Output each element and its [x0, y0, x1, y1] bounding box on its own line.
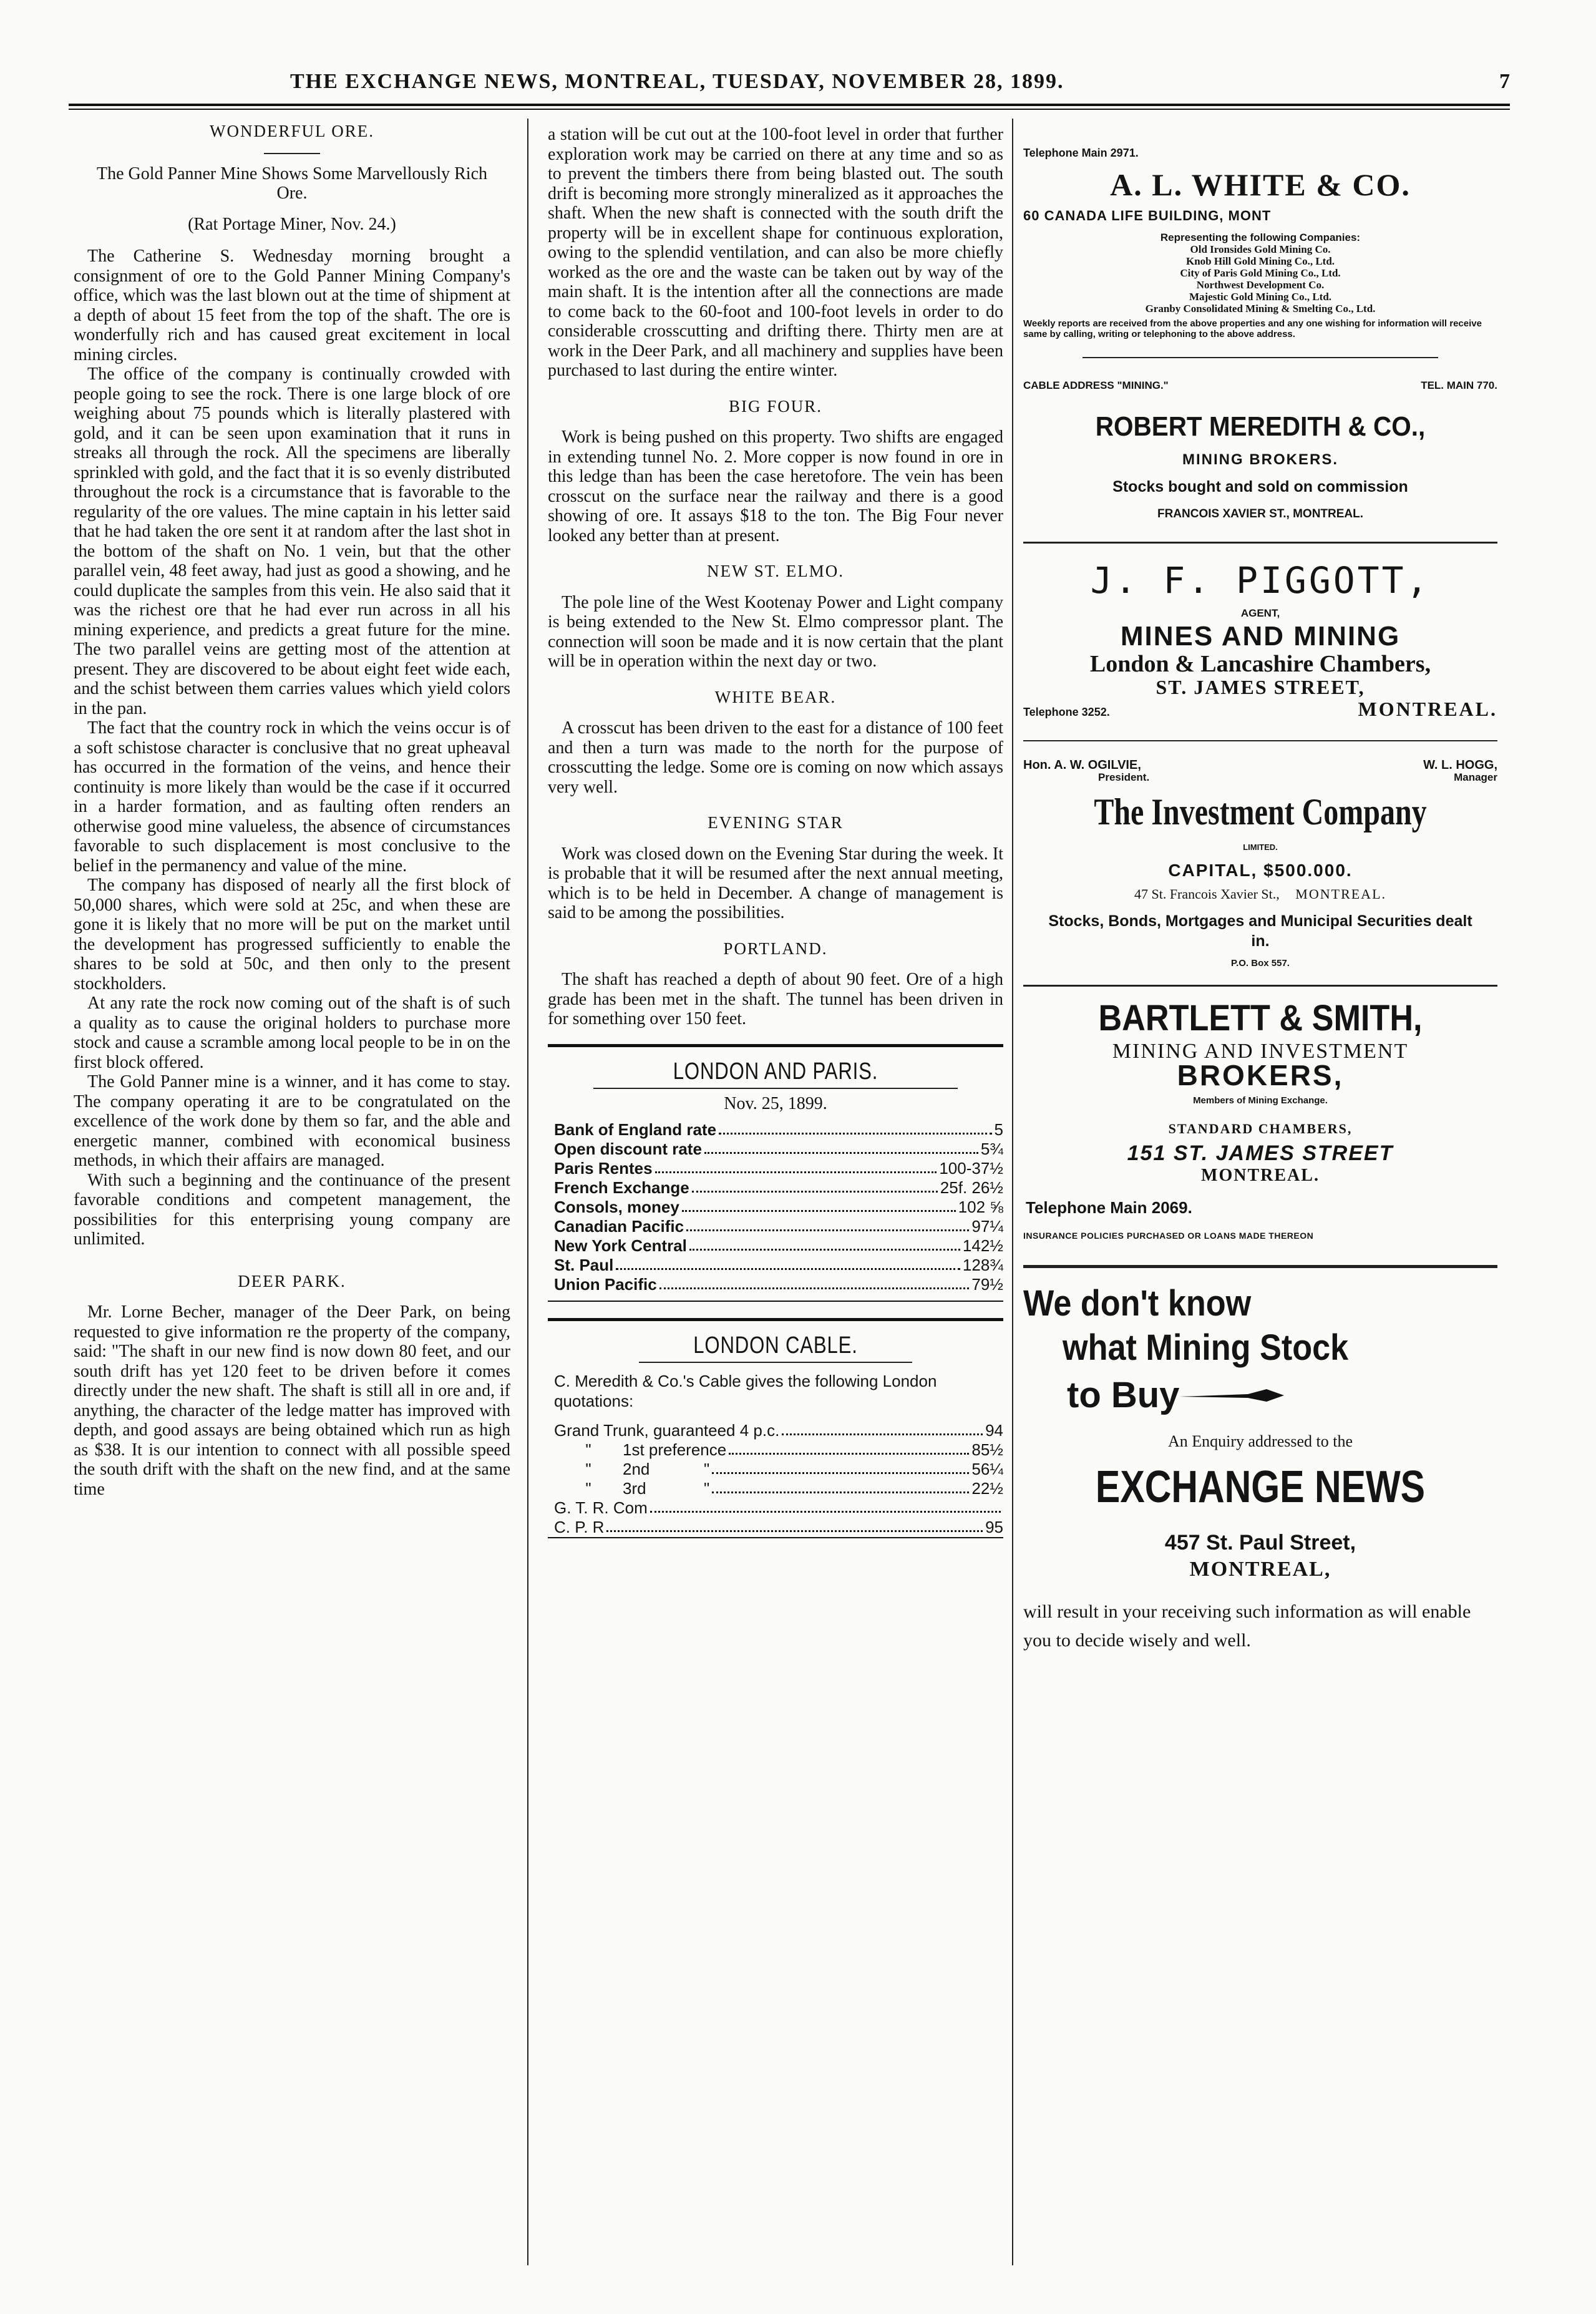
- ad-limited: LIMITED.: [1243, 842, 1278, 852]
- article-heading-white-bear: WHITE BEAR.: [714, 687, 837, 706]
- ad-firm-name: A. L. WHITE & CO.: [1110, 167, 1411, 202]
- quotation-label: Canadian Pacific: [554, 1216, 684, 1236]
- quotation-label: St. Paul: [554, 1255, 614, 1274]
- ad-subtitle: MINING BROKERS.: [1182, 451, 1338, 468]
- cable-row-first-preference: " 1st preference 85½: [585, 1440, 1003, 1459]
- ad-street: 457 St. Paul Street,: [1164, 1531, 1356, 1555]
- ad-firm-name: J. F. PIGGOTT,: [1090, 559, 1431, 602]
- article-heading-evening-star: EVENING STAR: [708, 813, 844, 832]
- ad-divider: [1083, 357, 1438, 358]
- ad-divider: [1023, 740, 1497, 741]
- quotation-label: Union Pacific: [554, 1274, 657, 1294]
- masthead-rule: [69, 104, 1510, 106]
- company-item: Majestic Gold Mining Co., Ltd.: [1189, 291, 1332, 303]
- ad-mining: MINING AND INVESTMENT: [1112, 1039, 1409, 1063]
- quotation-value: 97¼: [971, 1216, 1003, 1236]
- ad-stocks: Stocks, Bonds, Mortgages and Municipal Securities dealt in.: [1048, 912, 1472, 950]
- article-paragraph: The Catherine S. Wednesday morning brought a consignment of ore to the Gold Panner Mining Company's office, which was the last blown out at the time of shipment at a depth of about 15 feet from the top of the shaft. The ore is wonderfully rich and has caused great excitement in local mining circles.: [74, 247, 510, 364]
- cable-intro: C. Meredith & Co.'s Cable gives the following London quotations:: [554, 1372, 937, 1410]
- quotation-label: French Exchange: [554, 1178, 689, 1197]
- article-paragraph: Mr. Lorne Becher, manager of the Deer Park, on being requested to give information re the property of the company, said: "The shaft in our new find is now down 80 feet, and our south drift has yet 120 feet to be driven before it comes directly under the new shaft. The shaft is still all in ore and, if anything, the character of the ledge matter has improved with depth, and good assays are being obtained which run as high as $38. It is our intention to connect with all possible speed the south drift with the shaft on the new find, and at the same time: [74, 1302, 510, 1499]
- quotation-row: [548, 1236, 1003, 1256]
- ad-president-name: Hon. A. W. OGILVIE,: [1023, 758, 1141, 772]
- quotation-row: [548, 1275, 1003, 1294]
- ad-capital: CAPITAL, $500.000.: [1168, 861, 1353, 880]
- ad-headline-2: what Mining Stock: [1063, 1327, 1349, 1368]
- page-number: 7: [1499, 70, 1510, 93]
- article-heading-portland: PORTLAND.: [723, 939, 828, 958]
- company-list: [1023, 243, 1497, 315]
- london-paris-box: [548, 1044, 1003, 1302]
- quotation-value: 100-37½: [939, 1158, 1003, 1178]
- ad-street: ST. JAMES STREET,: [1156, 675, 1365, 698]
- column-2: [548, 125, 1003, 1538]
- london-cable-box: [548, 1318, 1003, 1539]
- ad-chambers: London & Lancashire Chambers,: [1089, 650, 1431, 677]
- ad-president-title: President.: [1098, 771, 1150, 783]
- article-paragraph: With such a beginning and the continuance of the present favorable conditions and competent management, the possibilities for this enterprising young company are unlimited.: [74, 1170, 510, 1249]
- quotation-value: 25f. 26½: [940, 1178, 1003, 1197]
- ad-headline-1: We don't know: [1023, 1282, 1252, 1324]
- column-3-advertisements: [1023, 144, 1497, 1655]
- ad-address: 60 CANADA LIFE BUILDING, MONT: [1023, 207, 1272, 223]
- ad-phone: Telephone Main 2971.: [1023, 147, 1139, 159]
- london-paris-heading: LONDON AND PARIS.: [673, 1058, 878, 1085]
- quotation-label: New York Central: [554, 1236, 687, 1255]
- ad-headline-3: to Buy: [1067, 1374, 1180, 1415]
- article-heading-wonderful-ore: WONDERFUL ORE.: [210, 122, 374, 140]
- column-1: [74, 122, 510, 1499]
- london-paris-date: Nov. 25, 1899.: [724, 1094, 827, 1113]
- ad-enquiry: An Enquiry addressed to the: [1167, 1432, 1353, 1450]
- company-item: Knob Hill Gold Mining Co., Ltd.: [1185, 255, 1335, 267]
- london-cable-heading: LONDON CABLE.: [693, 1332, 858, 1359]
- quotation-value: 128¾: [962, 1255, 1003, 1274]
- ad-mines: MINES AND MINING: [1120, 621, 1401, 652]
- ad-insurance: INSURANCE POLICIES PURCHASED OR LOANS MADE THEREON: [1023, 1231, 1314, 1241]
- ad-jf-piggott: [1023, 561, 1497, 723]
- quotation-value: 5¾: [980, 1139, 1003, 1158]
- ad-exchange-news-name: EXCHANGE NEWS: [1095, 1462, 1426, 1512]
- masthead: [69, 62, 1510, 99]
- quotation-value: 79½: [971, 1274, 1003, 1294]
- article-paragraph: The Gold Panner mine is a winner, and it has come to stay. The company operating it are to be congratulated on the excellence of the work done by them so far, and the able and energetic manner, combined with economical business methods, in which their affairs are managed.: [74, 1072, 510, 1170]
- ad-city: MONTREAL.: [1201, 1166, 1320, 1185]
- cable-row-grand-trunk: Grand Trunk, guaranteed 4 p.c. 94: [554, 1421, 1003, 1440]
- ad-phone: Telephone Main 2069.: [1026, 1198, 1192, 1217]
- ad-agent: AGENT,: [1240, 607, 1280, 619]
- ad-company-title: The Investment Company: [1094, 791, 1427, 832]
- quotation-row: [548, 1140, 1003, 1159]
- column-divider: [1012, 119, 1013, 2265]
- ad-members: Members of Mining Exchange.: [1193, 1095, 1328, 1106]
- cable-row-second-preference: " 2nd " 56¼: [585, 1460, 1003, 1478]
- ad-city: MONTREAL.: [1295, 886, 1387, 902]
- ad-note: Weekly reports are received from the above properties and any one wishing for information will receive same by calling, writing or telephoning to the above address.: [1023, 318, 1482, 339]
- ad-standard: STANDARD CHAMBERS,: [1168, 1121, 1353, 1136]
- article-paragraph: At any rate the rock now coming out of the shaft is of such a quality as to cause the original holders to purchase more stock and cause a scramble among local people to be in on the first block offered.: [74, 993, 510, 1072]
- ad-city: MONTREAL.: [1358, 698, 1497, 720]
- quotation-value: 5: [994, 1120, 1003, 1139]
- ad-al-white: [1023, 144, 1497, 339]
- heading-rule: [593, 1088, 958, 1089]
- ad-investment-company: [1023, 759, 1497, 974]
- ad-cable-address: CABLE ADDRESS "MINING.": [1023, 379, 1169, 391]
- quotation-row: [548, 1178, 1003, 1198]
- heading-rule: [264, 153, 320, 154]
- column-divider: [527, 119, 528, 2265]
- ad-address: 47 St. Francois Xavier St.,: [1134, 886, 1280, 902]
- article-paragraph: The fact that the country rock in which the veins occur is of a soft schistose character is conclusive that no great upheaval has occurred in the formation of the veins, and hence their continuity is more likely than would be the case if it occurred in a harder formation, and as faulting often renders an otherwise good mine valueless, the absence of circumstances favorable to such displacement is most conclusive to the belief in the permanency and value of the mine.: [74, 718, 510, 876]
- company-item: Northwest Development Co.: [1196, 279, 1325, 291]
- masthead-rule-thin: [69, 109, 1510, 110]
- ad-brokers: BROKERS,: [1177, 1059, 1344, 1091]
- quotation-row: [548, 1159, 1003, 1178]
- ad-bartlett-smith: [1023, 999, 1497, 1246]
- ad-address: FRANCOIS XAVIER ST., MONTREAL.: [1157, 507, 1364, 520]
- article-paragraph: The shaft has reached a depth of about 90 feet. Ore of a high grade has been met in the shaft. The tunnel has been driven in for something over 150 feet.: [548, 970, 1003, 1028]
- ad-manager-title: Manager: [1454, 771, 1497, 783]
- ad-telephone: TEL. MAIN 770.: [1421, 379, 1497, 391]
- ad-manager-name: W. L. HOGG,: [1423, 758, 1497, 772]
- quotation-row: [548, 1120, 1003, 1140]
- cable-row-third-preference: " 3rd " 22½: [585, 1479, 1003, 1498]
- ad-pobox: P.O. Box 557.: [1231, 958, 1290, 969]
- article-paragraph: a station will be cut out at the 100-foot level in order that further exploration work may be carried on there at any time and so as to prevent the timbers there from being blasted out. The south drift is becoming more strongly mineralized as it approaches the shaft. When the new shaft is connected with the south drift the property will be in excellent shape for continuous exploration, owing to the splendid ventilation, and can also be more chiefly worked as the ore and the waste can be taken out by way of the main shaft. It is the intention after all the connections are made to come back to the 60-foot and 100-foot levels in order to do considerable crosscutting and drifting there. Thirty men are at work in the Deer Park, and all machinery and supplies have been purchased to last during the entire winter.: [548, 125, 1003, 380]
- quotation-label: Consols, money: [554, 1197, 679, 1216]
- ad-line: Stocks bought and sold on commission: [1112, 477, 1408, 496]
- ad-divider: [1023, 1265, 1497, 1268]
- ad-divider: [1023, 985, 1497, 987]
- heading-rule: [639, 1362, 912, 1363]
- article-source: (Rat Portage Miner, Nov. 24.): [188, 214, 396, 234]
- ad-street: 151 ST. JAMES STREET: [1127, 1141, 1394, 1165]
- article-paragraph: The pole line of the West Kootenay Power and Light company is being extended to the New St. Elmo compressor plant. The connection will soon be made and it is now certain that the plant will be in operation within the next day or two.: [548, 592, 1003, 671]
- article-paragraph: The office of the company is continually crowded with people going to see the rock. There is one large block of ore weighing about 75 pounds which is literally plastered with gold, and it can be seen upon examination that it runs in streaks all through the rock. All the specimens are liberally sprinkled with gold, and the fact that it is so evenly distributed throughout the rock is a circumstance that is favorable to the regularity of the ore values. The mine captain in his letter said that he had taken the ore sent it at random after the last shot in the bottom of the shaft on No. 1 vein, but that the other parallel vein, 48 feet away, had just as good a showing, and he could duplicate the samples from this vein. He also said that it was the richest ore that he had ever run across in all his mining experience, and predicts a great future for the mine. The two parallel veins are getting most of the attention at present. They are discovered to be about eight feet wide each, and the schist between them carries values which yield colors in the pan.: [74, 364, 510, 718]
- ad-firm-name: ROBERT MEREDITH & CO.,: [1095, 411, 1426, 442]
- ad-city: MONTREAL,: [1189, 1557, 1331, 1581]
- ad-divider: [1023, 542, 1497, 544]
- article-paragraph: The company has disposed of nearly all the first block of 50,000 shares, which were sold at 25c, and when these are gone it is likely that no more will be put on the market until the development has progressed sufficiently to enable the shares to be sold at 50c, and then only to the present stockholders.: [74, 876, 510, 993]
- article-heading-big-four: BIG FOUR.: [728, 396, 823, 416]
- cable-row-gtr-common: G. T. R. Com: [548, 1498, 1003, 1518]
- ad-phone: Telephone 3252.: [1023, 706, 1110, 718]
- article-heading-new-st-elmo: NEW ST. ELMO.: [707, 562, 844, 580]
- quotation-list: [548, 1120, 1003, 1294]
- article-paragraph: A crosscut has been driven to the east for a distance of 100 feet and then a turn was made to the north for the purpose of crosscutting the ledge. Some ore is coming on now which assays very well.: [548, 718, 1003, 797]
- article-paragraph: Work was closed down on the Evening Star during the week. It is probable that it will be resumed after the next annual meeting, which is to be held in December. A change of management is said to be among the possibilities.: [548, 844, 1003, 922]
- article-subheading: The Gold Panner Mine Shows Some Marvellously Rich Ore.: [96, 164, 488, 203]
- ad-exchange-news: [1023, 1283, 1497, 1656]
- article-paragraph: Work is being pushed on this property. Two shifts are engaged in extending tunnel No. 2. More copper is now found in ore in this ledge than has been the case heretofore. The vein has been crosscut on the surface near the railway and there is a good showing of ore. It assays $18 to the ton. The Big Four never looked any better than at present.: [548, 427, 1003, 545]
- quotation-value: 142½: [962, 1236, 1003, 1255]
- quotation-row: [548, 1256, 1003, 1275]
- company-item: Old Ironsides Gold Mining Co.: [1190, 243, 1331, 255]
- quotation-label: Bank of England rate: [554, 1120, 717, 1139]
- ad-representing: Representing the following Companies:: [1160, 232, 1361, 243]
- quotation-label: Paris Rentes: [554, 1158, 653, 1178]
- article-heading-deer-park: DEER PARK.: [238, 1271, 346, 1291]
- ad-firm-name: BARTLETT & SMITH,: [1098, 997, 1423, 1038]
- quotation-row: [548, 1217, 1003, 1236]
- company-item: Granby Consolidated Mining & Smelting Co., Ltd.: [1145, 303, 1376, 315]
- quotation-row: [548, 1198, 1003, 1217]
- newspaper-title: THE EXCHANGE NEWS, MONTREAL, TUESDAY, NOVEMBER 28, 1899.: [290, 70, 1064, 93]
- quotation-value: 102 ⅝: [958, 1197, 1003, 1216]
- quotation-label: Open discount rate: [554, 1139, 702, 1158]
- company-item: City of Paris Gold Mining Co., Ltd.: [1180, 267, 1341, 279]
- cable-row-cpr: C. P. R 95: [554, 1518, 1003, 1536]
- ad-robert-meredith: [1023, 376, 1497, 524]
- pointing-hand-icon: [1179, 1383, 1285, 1408]
- ad-result: will result in your receiving such information as will enable you to decide wisely and well.: [1023, 1601, 1471, 1651]
